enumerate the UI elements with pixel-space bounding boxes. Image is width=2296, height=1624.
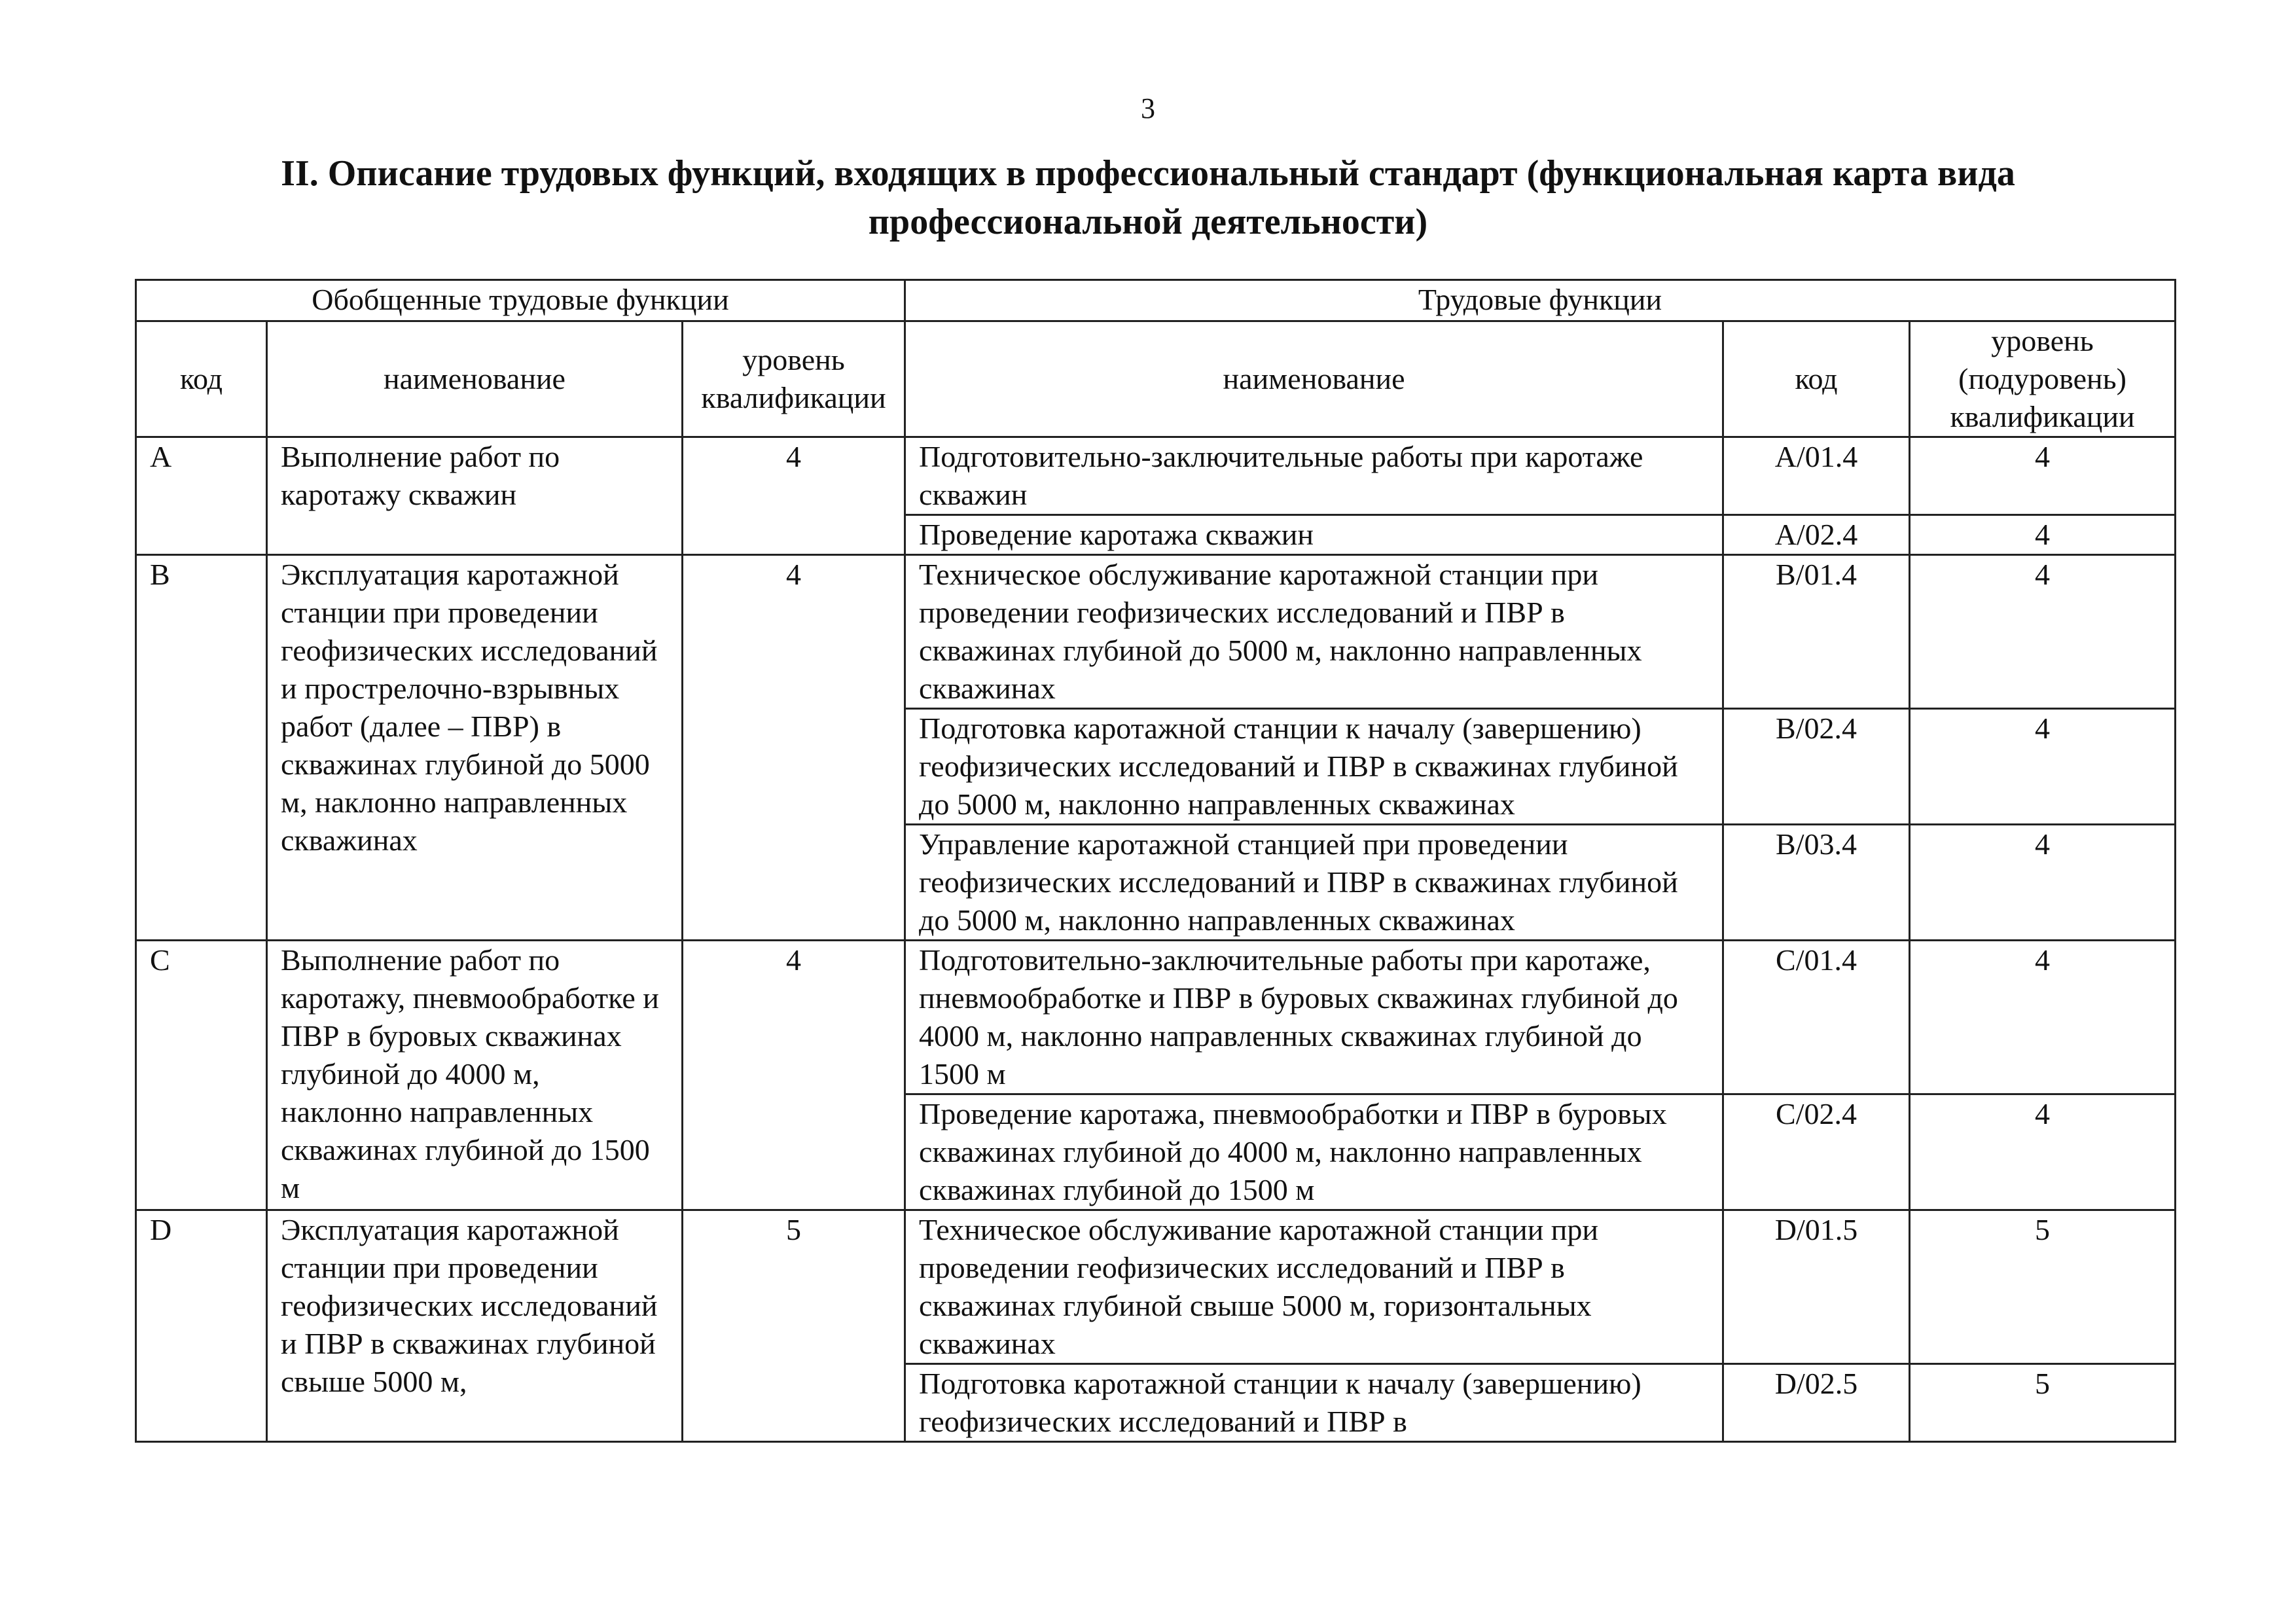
generalized-function-level: 4 — [683, 555, 905, 941]
labor-function-level: 4 — [1910, 825, 2176, 941]
generalized-function-code: A — [136, 437, 267, 555]
col-header-level: уровень квалификации — [683, 321, 905, 437]
labor-function-name: Техническое обслуживание каротажной станции при проведении геофизических исследований и ПВР в скважинах глубиной до 5000 м, наклонно направленных скважинах — [905, 555, 1723, 709]
labor-function-level: 4 — [1910, 941, 2176, 1094]
table-body — [136, 280, 2176, 1442]
section-title-line-1: II. Описание трудовых функций, входящих в профессиональный стандарт (функциональная карта вида — [281, 153, 2015, 194]
labor-function-level: 4 — [1910, 555, 2176, 709]
labor-function-code: D/01.5 — [1723, 1210, 1910, 1364]
generalized-function-name: Выполнение работ по каротажу, пневмообработке и ПВР в буровых скважинах глубиной до 4000 м, наклонно направленных скважинах глубиной до 1500 м — [267, 941, 683, 1210]
generalized-function-name: Эксплуатация каротажной станции при проведении геофизических исследований и ПВР в скважинах глубиной свыше 5000 м, — [267, 1210, 683, 1442]
labor-function-level: 5 — [1910, 1364, 2176, 1442]
labor-function-name: Проведение каротажа скважин — [905, 515, 1723, 555]
functional-map-table — [135, 279, 2176, 1443]
labor-function-level: 4 — [1910, 515, 2176, 555]
labor-function-code: A/01.4 — [1723, 437, 1910, 515]
labor-function-code: B/01.4 — [1723, 555, 1910, 709]
table-row — [136, 1210, 2176, 1364]
section-title — [170, 149, 2126, 246]
column-header-row — [136, 321, 2176, 437]
labor-function-name: Управление каротажной станцией при проведении геофизических исследований и ПВР в скважинах глубиной до 5000 м, наклонно направленных скважинах — [905, 825, 1723, 941]
labor-function-level: 4 — [1910, 1094, 2176, 1210]
generalized-function-level: 4 — [683, 941, 905, 1210]
labor-function-name: Подготовка каротажной станции к началу (завершению) геофизических исследований и ПВР в — [905, 1364, 1723, 1442]
labor-function-name: Подготовительно-заключительные работы при каротаже, пневмообработке и ПВР в буровых скважинах глубиной до 4000 м, наклонно направленных скважинах глубиной до 1500 м — [905, 941, 1723, 1094]
labor-function-code: A/02.4 — [1723, 515, 1910, 555]
generalized-function-code: C — [136, 941, 267, 1210]
col-header-tf-name: наименование — [905, 321, 1723, 437]
generalized-function-code: D — [136, 1210, 267, 1442]
col-header-name: наименование — [267, 321, 683, 437]
col-header-tf-code: код — [1723, 321, 1910, 437]
generalized-function-code: B — [136, 555, 267, 941]
generalized-function-level: 5 — [683, 1210, 905, 1442]
labor-function-code: C/02.4 — [1723, 1094, 1910, 1210]
section-title-line-2: профессиональной деятельности) — [868, 202, 1428, 242]
labor-function-code: B/03.4 — [1723, 825, 1910, 941]
generalized-functions-header: Обобщенные трудовые функции — [136, 280, 905, 321]
table-row — [136, 941, 2176, 1094]
labor-function-code: C/01.4 — [1723, 941, 1910, 1094]
labor-function-code: D/02.5 — [1723, 1364, 1910, 1442]
group-header-row — [136, 280, 2176, 321]
labor-function-name: Техническое обслуживание каротажной станции при проведении геофизических исследований и ПВР в скважинах глубиной свыше 5000 м, горизонтальных скважинах — [905, 1210, 1723, 1364]
page-number: 3 — [1141, 92, 1155, 124]
labor-function-code: B/02.4 — [1723, 709, 1910, 825]
labor-function-level: 4 — [1910, 709, 2176, 825]
generalized-function-name: Выполнение работ по каротажу скважин — [267, 437, 683, 555]
table-row — [136, 437, 2176, 515]
labor-functions-header: Трудовые функции — [905, 280, 2176, 321]
labor-function-name: Проведение каротажа, пневмообработки и ПВР в буровых скважинах глубиной до 4000 м, наклонно направленных скважинах глубиной до 1500 м — [905, 1094, 1723, 1210]
generalized-function-level: 4 — [683, 437, 905, 555]
table-row — [136, 555, 2176, 709]
labor-function-level: 5 — [1910, 1210, 2176, 1364]
col-header-tf-level: уровень (подуровень) квалификации — [1910, 321, 2176, 437]
labor-function-level: 4 — [1910, 437, 2176, 515]
labor-function-name: Подготовка каротажной станции к началу (завершению) геофизических исследований и ПВР в скважинах глубиной до 5000 м, наклонно направленных скважинах — [905, 709, 1723, 825]
generalized-function-name: Эксплуатация каротажной станции при проведении геофизических исследований и прострелочно-взрывных работ (далее – ПВР) в скважинах глубиной до 5000 м, наклонно направленных скважинах — [267, 555, 683, 941]
col-header-code: код — [136, 321, 267, 437]
labor-function-name: Подготовительно-заключительные работы при каротаже скважин — [905, 437, 1723, 515]
